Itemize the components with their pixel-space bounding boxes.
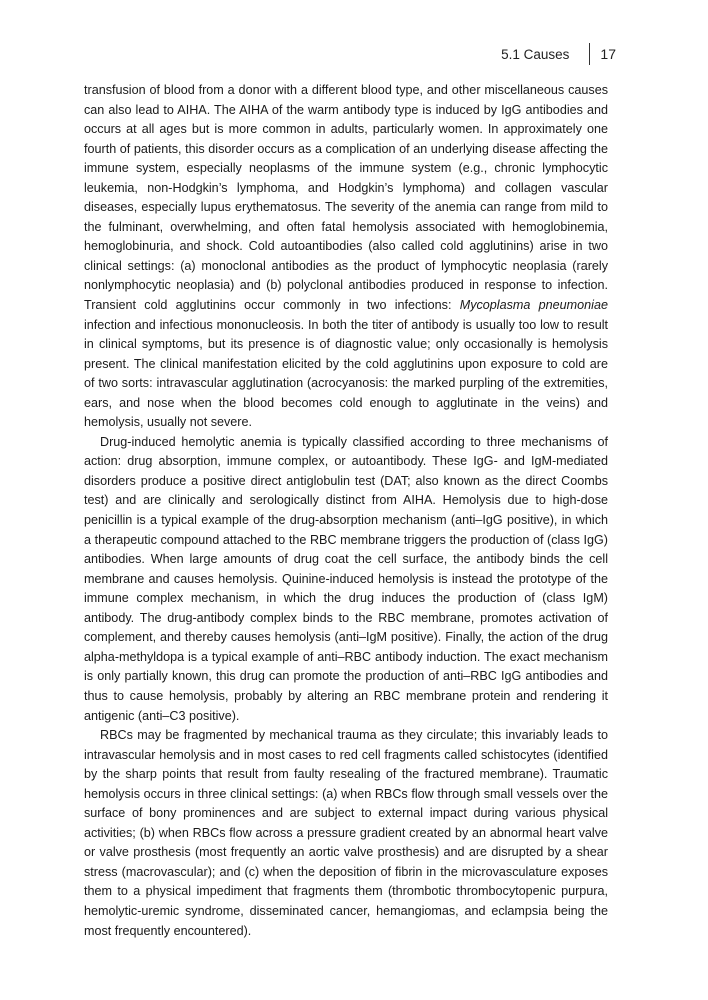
paragraph-aiha (84, 81, 608, 433)
paragraph-drug-induced: Drug-induced hemolytic anemia is typically classified according to three mechanisms of action: drug absorption, immune complex, or autoantibody. These IgG- and IgM-mediated disorders produce a positive direct antiglobulin test (DAT; also known as the direct Coombs test) and are clinically and serologically distinct from AIHA. Hemolysis due to high-dose penicillin is a typical example of the drug-absorption mechanism (anti–IgG positive), in which a therapeutic compound attached to the RBC membrane triggers the production of (class IgG) antibodies. When large amounts of drug coat the cell surface, the antibody binds the cell membrane and causes hemolysis. Quinine-induced hemolysis is instead the prototype of the immune complex mechanism, in which the drug induces the production of (class IgM) antibody. The drug-antibody complex binds to the RBC membrane, promotes activation of complement, and thereby causes hemolysis (anti–IgM positive). Finally, the action of the drug alpha-methyldopa is a typical example of anti–RBC antibody induction. The exact mechanism is only partially known, this drug can promote the production of anti–RBC IgG antibodies and thus to cause hemolysis, probably by altering an RBC membrane protein and rendering it antigenic (anti–C3 positive). (84, 434, 608, 723)
page-body (84, 81, 608, 941)
paragraph-aiha-organism: Mycoplasma pneumoniae (459, 298, 608, 313)
paragraph-aiha-text-b: infection and infectious mononucleosis. In both the titer of antibody is usually too low to result in clinical symptoms, but its presence is of diagnostic value; only occasionally is hemolysis present. The clinical manifestation elicited by the cold agglutinins upon exposure to cold are of two sorts: intravascular agglutination (acrocyanosis: the marked purpling of the extremities, ears, and nose when the blood becomes cold enough to agglutinate in the veins) and hemolysis, usually not severe. (84, 317, 608, 430)
page-number: 17 (600, 46, 616, 62)
header-divider (589, 43, 590, 65)
section-title: 5.1 Causes (501, 46, 570, 62)
paragraph-mechanical-trauma: RBCs may be fragmented by mechanical trauma as they circulate; this invariably leads to intravascular hemolysis and in most cases to red cell fragments called schistocytes (identified by the sharp points that result from faulty resealing of the fractured membrane). Traumatic hemolysis occurs in three clinical settings: (a) when RBCs flow through small vessels over the surface of bony prominences and are subject to external impact during various physical activities; (b) when RBCs flow across a pressure gradient created by an abnormal heart valve or valve prosthesis (most frequently an aortic valve prosthesis) and are disrupted by a shear stress (macrovascular); and (c) when the deposition of fibrin in the microvasculature exposes them to a physical impediment that fragments them (thrombotic thrombocytopenic purpura, hemolytic-uremic syndrome, disseminated cancer, hemangiomas, and eclampsia being the most frequently encountered). (84, 728, 608, 938)
paragraph-aiha-text-a: transfusion of blood from a donor with a different blood type, and other miscellaneous causes can also lead to AIHA. The AIHA of the warm antibody type is induced by IgG antibodies and occurs at all ages but is more common in adults, particularly women. In approximately one fourth of patients, this disorder occurs as a complication of an underlying disease affecting the immune system, especially neoplasms of the immune system (e.g., chronic lymphocytic leukemia, non-Hodgkin’s lymphoma, and Hodgkin’s lymphoma) and collagen vascular diseases, especially lupus erythematosus. The severity of the anemia can range from mild to the fulminant, overwhelming, and often fatal hemolysis associated with hemoglobinemia, hemoglobinuria, and shock. Cold autoantibodies (also called cold agglutinins) arise in two clinical settings: (a) monoclonal antibodies as the product of lymphocytic neoplasia (rarely nonlymphocytic neoplasia) and (b) polyclonal antibodies produced in response to infection. Transient cold agglutinins occur commonly in two infections: (84, 83, 608, 313)
running-header (501, 44, 616, 64)
